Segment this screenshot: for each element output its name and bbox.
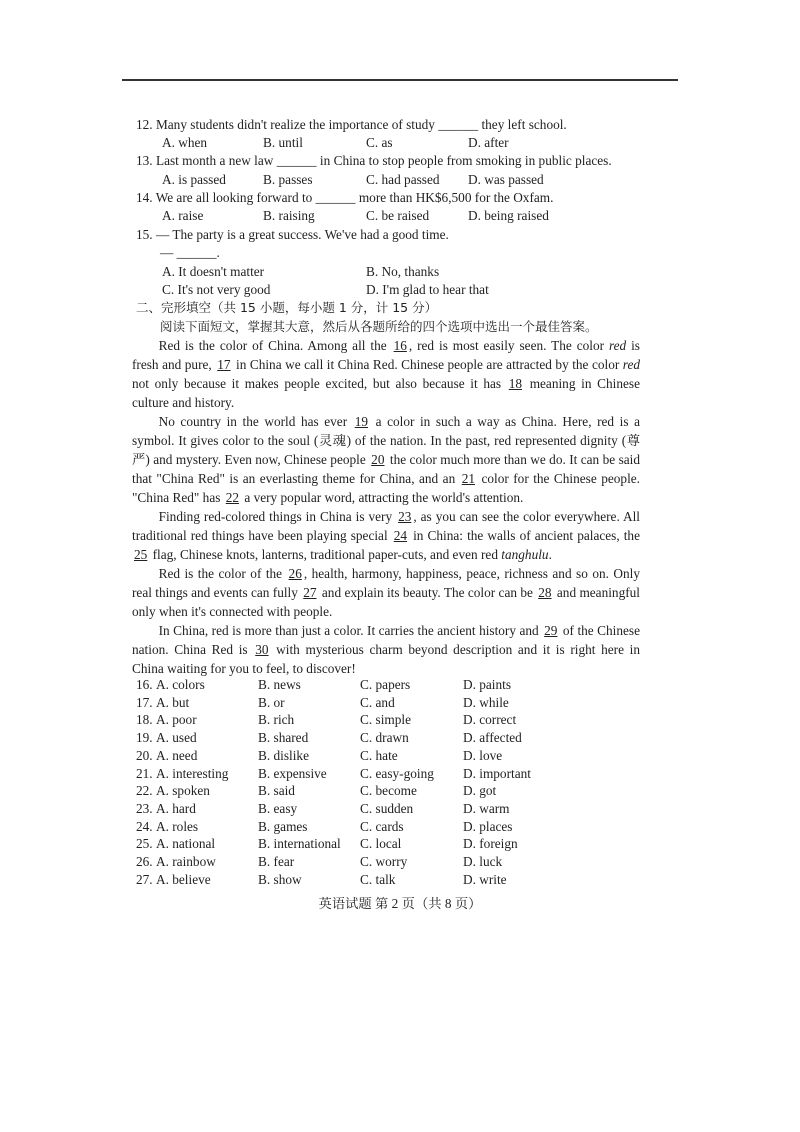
question-12-option-c: C. as	[366, 135, 393, 150]
cloze-option-c: C. sudden	[360, 800, 414, 816]
cloze-option-a: A. used	[156, 730, 197, 746]
text-run: and explain its beauty. The color can be	[318, 585, 537, 600]
cloze-option-c: C. drawn	[360, 730, 409, 746]
section-instruction: 阅读下面短文，掌握其大意，然后从各题所给的四个选项中选出一个最佳答案。	[160, 319, 598, 334]
cloze-option-c: C. and	[360, 694, 395, 710]
cloze-option-b: B. news	[258, 677, 301, 692]
passage-paragraph-4	[132, 564, 640, 621]
question-13-option-b: B. passes	[263, 172, 313, 187]
text-run: In China, red is more than just a color. It carries the ancient history and	[158, 623, 543, 638]
passage-paragraph-2	[132, 412, 640, 507]
question-12-option-d: D. after	[468, 135, 509, 150]
cloze-option-b: B. show	[258, 871, 302, 887]
cloze-option-a: A. but	[156, 694, 190, 710]
cloze-option-a: A. believe	[156, 871, 211, 887]
text-run: is fresh and pure,	[132, 338, 640, 372]
blank-29: 29	[544, 623, 558, 638]
cloze-option-d: D. paints	[463, 677, 512, 692]
cloze-option-d: D. got	[463, 783, 497, 799]
blank-28: 28	[538, 585, 552, 600]
cloze-option-a: A. interesting	[156, 765, 229, 781]
text-run: , red is most easily seen. The color	[408, 338, 609, 353]
cloze-option-a: A. colors	[156, 677, 205, 692]
blank-18: 18	[508, 376, 523, 391]
cloze-option-a: A. roles	[156, 818, 199, 834]
text-run: a color in such a way as China. Here, red is a symbol. It gives color to the soul (灵魂) of the nation. In the past, red represented dignity (尊严) and mystery. Even now, Chinese people	[132, 414, 640, 467]
italic-word: red	[608, 338, 627, 353]
blank-26: 26	[288, 566, 302, 581]
text-run: the color much more than we do. It can be said that "China Red" is an everlasting theme for China, and an	[132, 452, 640, 486]
cloze-option-b: B. fear	[258, 854, 295, 869]
text-run: Finding red-colored things in China is very	[158, 509, 397, 524]
cloze-option-d: D. while	[463, 694, 509, 710]
cloze-option-a: A. national	[156, 836, 216, 852]
section-heading: 二、完形填空（共 15 小题，每小题 1 分，计 15 分）	[136, 300, 438, 315]
cloze-option-c: C. cards	[360, 818, 404, 834]
blank-30: 30	[255, 642, 269, 657]
question-15-option-a: A. It doesn't matter	[162, 264, 265, 279]
cloze-option-c: C. papers	[360, 677, 411, 692]
passage-paragraph-1	[132, 336, 640, 412]
cloze-option-b: B. dislike	[258, 747, 309, 763]
cloze-option-number: 19.	[136, 730, 153, 746]
question-15-option-b: B. No, thanks	[366, 264, 440, 279]
italic-word: tanghulu	[501, 547, 549, 562]
text-run: flag, Chinese knots, lanterns, traditional paper-cuts, and even red	[149, 547, 502, 562]
cloze-option-d: D. places	[463, 818, 513, 834]
cloze-option-c: C. simple	[360, 712, 411, 728]
blank-21: 21	[461, 471, 475, 486]
cloze-option-d: D. love	[463, 747, 503, 763]
blank-24: 24	[393, 528, 408, 543]
cloze-option-number: 23.	[136, 800, 153, 816]
cloze-option-d: D. affected	[463, 730, 522, 746]
blank-23: 23	[398, 509, 412, 524]
text-run: color for the Chinese people. "China Red" has	[132, 471, 640, 505]
cloze-option-number: 24.	[136, 818, 153, 834]
text-run: , as you can see the color everywhere. All traditional red things have been playing special	[132, 509, 640, 543]
text-run: a very popular word, attracting the world's attention.	[241, 490, 524, 505]
question-13-option-c: C. had passed	[366, 172, 440, 187]
text-run: Red is the color of the	[158, 566, 287, 581]
question-14-option-a: A. raise	[162, 208, 204, 223]
cloze-option-b: B. rich	[258, 712, 295, 728]
cloze-option-d: D. warm	[463, 800, 510, 816]
text-run: in China we call it China Red. Chinese people are attracted by the color	[232, 357, 623, 372]
cloze-option-b: B. said	[258, 783, 295, 799]
cloze-option-d: D. luck	[463, 854, 503, 869]
cloze-option-d: D. correct	[463, 712, 517, 728]
cloze-option-c: C. become	[360, 783, 417, 799]
header-rule	[122, 79, 678, 81]
cloze-option-b: B. or	[258, 694, 285, 710]
cloze-option-c: C. easy-going	[360, 765, 434, 781]
cloze-option-d: D. important	[463, 765, 531, 781]
cloze-option-a: A. need	[156, 747, 198, 763]
blank-17: 17	[217, 357, 231, 372]
passage-paragraph-5	[132, 621, 640, 678]
cloze-option-number: 26.	[136, 854, 153, 869]
cloze-option-d: D. write	[463, 871, 507, 887]
cloze-option-a: A. rainbow	[156, 854, 216, 869]
cloze-option-c: C. hate	[360, 747, 398, 763]
cloze-option-b: B. expensive	[258, 765, 327, 781]
cloze-option-number: 27.	[136, 871, 153, 887]
blank-25: 25	[134, 547, 148, 562]
text-run: and meaningful only when it's connected with people.	[132, 585, 640, 619]
cloze-option-c: C. local	[360, 836, 402, 852]
cloze-option-number: 18.	[136, 712, 153, 728]
cloze-option-b: B. shared	[258, 730, 309, 746]
blank-22: 22	[225, 490, 240, 505]
question-13-stem: 13. Last month a new law ______ in China to stop people from smoking in public places.	[136, 153, 612, 168]
cloze-passage	[132, 336, 640, 678]
question-14-option-b: B. raising	[263, 208, 315, 223]
cloze-option-c: C. worry	[360, 854, 408, 869]
cloze-option-c: C. talk	[360, 871, 396, 887]
cloze-option-a: A. hard	[156, 800, 196, 816]
text-run: , health, harmony, happiness, peace, richness and so on. Only real things and events can fully	[132, 566, 641, 600]
cloze-option-a: A. poor	[156, 712, 197, 728]
question-13-option-a: A. is passed	[162, 172, 226, 187]
cloze-option-b: B. easy	[258, 800, 298, 816]
text-run: meaning in Chinese culture and history.	[132, 376, 640, 410]
question-14-option-c: C. be raised	[366, 208, 430, 223]
cloze-option-number: 21.	[136, 765, 153, 781]
cloze-option-a: A. spoken	[156, 783, 210, 799]
text-run: not only because it makes people excited, but also because it has	[132, 376, 507, 391]
page-footer: 英语试题 第 2 页（共 8 页）	[318, 896, 482, 911]
cloze-option-number: 22.	[136, 783, 153, 799]
cloze-option-d: D. foreign	[463, 836, 518, 852]
question-14-option-d: D. being raised	[468, 208, 549, 223]
question-14-stem: 14. We are all looking forward to ______ more than HK$6,500 for the Oxfam.	[136, 190, 554, 205]
text-run: Red is the color of China. Among all the	[158, 338, 392, 353]
passage-paragraph-3	[132, 507, 640, 564]
blank-16: 16	[393, 338, 407, 353]
text-run: of the Chinese nation. China Red is	[132, 623, 640, 657]
text-run: .	[548, 547, 552, 562]
cloze-option-number: 17.	[136, 694, 153, 710]
blank-19: 19	[354, 414, 369, 429]
question-12-option-a: A. when	[162, 135, 208, 150]
italic-word: red	[622, 357, 641, 372]
cloze-option-number: 16.	[136, 677, 153, 692]
question-13-option-d: D. was passed	[468, 172, 544, 187]
cloze-option-number: 20.	[136, 747, 153, 763]
question-15-stem: 15. — The party is a great success. We've had a good time.	[136, 227, 449, 242]
question-12-option-b: B. until	[263, 135, 303, 150]
question-12-stem: 12. Many students didn't realize the importance of study ______ they left school.	[136, 117, 567, 132]
cloze-option-b: B. games	[258, 818, 308, 834]
text-run: with mysterious charm beyond description and it is right here in China waiting for you to feel, to discover!	[132, 642, 640, 676]
cloze-option-b: B. international	[258, 836, 341, 852]
text-run: No country in the world has ever	[158, 414, 353, 429]
text-run: in China: the walls of ancient palaces, the	[409, 528, 640, 543]
blank-20: 20	[371, 452, 385, 467]
question-15-option-c: C. It's not very good	[162, 282, 271, 297]
blank-27: 27	[303, 585, 317, 600]
question-15-reply: — ______.	[160, 245, 220, 260]
question-15-option-d: D. I'm glad to hear that	[366, 282, 489, 297]
cloze-option-number: 25.	[136, 836, 153, 852]
